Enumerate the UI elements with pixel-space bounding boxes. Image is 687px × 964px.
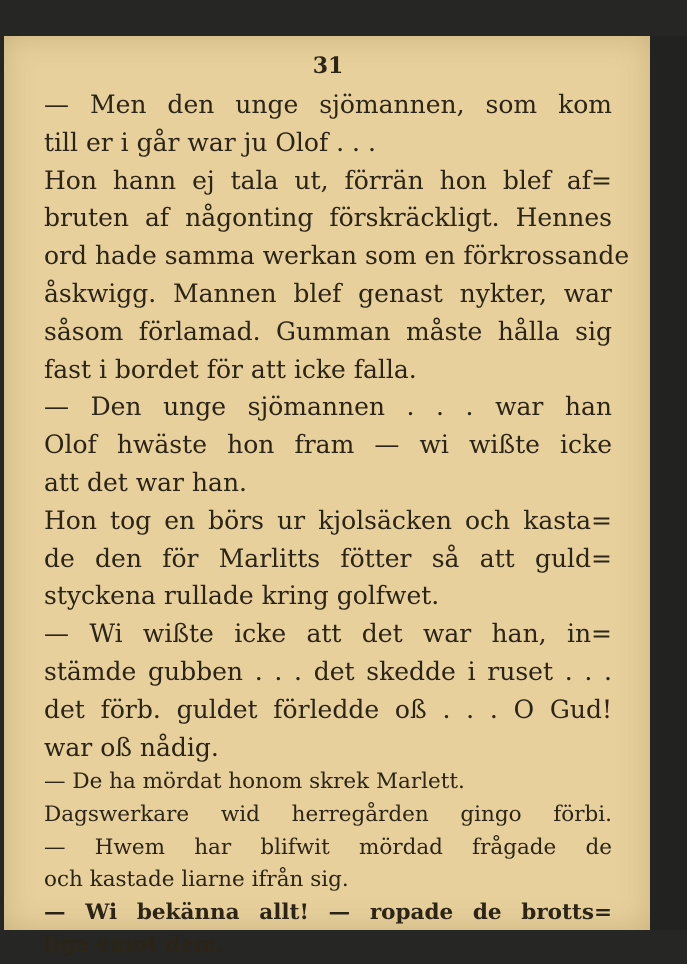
text-line: war oß nådig. [44,732,219,762]
text-line: de den för Marlitts fötter så att guld= [44,543,612,573]
book-page [4,36,650,958]
text-line: — Wi bekänna allt! — ropade de brotts= [44,899,612,925]
text-line: — Hwem har blifwit mördad frågade de [44,834,612,860]
text-line: Hon tog en börs ur kjolsäcken och kasta= [44,505,612,535]
text-line: och kastade liarne ifrån sig. [44,867,349,893]
text-line: stämde gubben . . . det skedde i ruset . . . [44,656,612,686]
text-line: Dagswerkare wid herregården gingo förbi. [44,801,612,827]
text-line: Olof hwäste hon fram — wi wißte icke [44,430,612,460]
text-line: att det war han. [44,467,247,497]
text-line: styckena rullade kring golfwet. [44,581,440,611]
text-line: åskwigg. Mannen blef genast nykter, war [44,278,612,308]
text-line: fast i bordet för att icke falla. [44,354,417,384]
text-line: till er i går war ju Olof . . . [44,127,376,157]
text-line: såsom förlamad. Gumman måste hålla sig [44,316,612,346]
text-line: — Men den unge sjömannen, som kom [44,90,612,119]
text-line: — Den unge sjömannen . . . war han [44,392,612,422]
page-number: 31 [312,53,344,79]
text-line: — De ha mördat honom skrek Marlett. [44,769,465,795]
text-line: Hon hann ej tala ut, förrän hon blef af= [44,165,612,195]
text-line: liga emot dem. [44,932,224,958]
text-line: det förb. guldet förledde oß . . . O Gud! [44,694,612,724]
page-edge-shadow [650,36,687,930]
text-line: bruten af någonting förskräckligt. Hennes [44,203,612,233]
text-line: — Wi wißte icke att det war han, in= [44,619,612,649]
page-text [44,48,630,962]
text-line: ord hade samma werkan som en förkrossande [44,241,630,271]
